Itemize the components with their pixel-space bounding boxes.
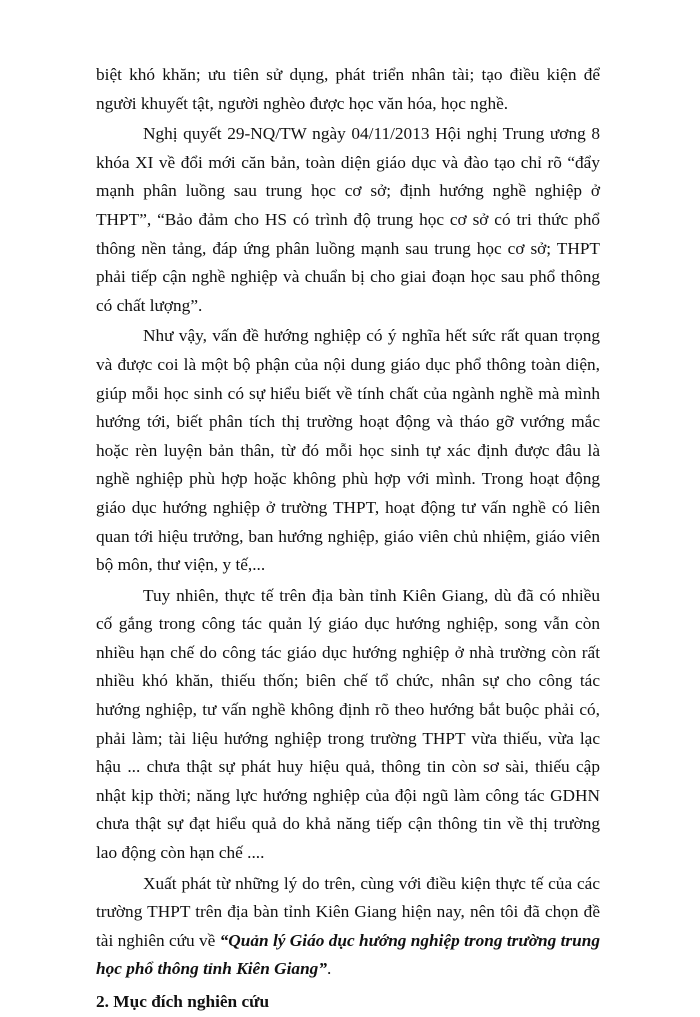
- document-body: [96, 61, 600, 1017]
- paragraph-5-end: .: [326, 959, 332, 979]
- paragraph-2: Nghị quyết 29-NQ/TW ngày 04/11/2013 Hội nghị Trung ương 8 khóa XI về đổi mới căn bản, toàn diện giáo dục và đào tạo chỉ rõ “đẩy mạnh phân luồng sau trung học cơ sở; định hướng nghề nghiệp ở THPT”, “Bảo đảm cho HS có trình độ trung học cơ sở có tri thức phổ thông nền tảng, đáp ứng phân luồng mạnh sau trung học cơ sở; THPT phải tiếp cận nghề nghiệp và chuẩn bị cho giai đoạn học sau phổ thông có chất lượng”.: [96, 124, 600, 315]
- paragraph-5: [96, 870, 600, 984]
- paragraph-1: biệt khó khăn; ưu tiên sử dụng, phát triển nhân tài; tạo điều kiện để người khuyết tật, người nghèo được học văn hóa, học nghề.: [96, 65, 600, 113]
- thesis-title: “Quản lý Giáo dục hướng nghiệp trong trường trung học phổ thông tỉnh Kiên Giang”: [96, 930, 600, 979]
- paragraph-5-text: Xuất phát từ những lý do trên, cùng với điều kiện thực tế của các trường THPT trên địa bàn tỉnh Kiên Giang hiện nay, nên tôi đã chọn đề tài nghiên cứu về: [96, 873, 600, 950]
- paragraph-3: Như vậy, vấn đề hướng nghiệp có ý nghĩa hết sức rất quan trọng và được coi là một bộ phận của nội dung giáo dục phổ thông toàn diện, giúp mỗi học sinh có sự hiểu biết về tính chất của ngành nghề mà mình hướng tới, biết phân tích thị trường hoạt động và tháo gỡ vướng mắc hoặc rèn luyện bản thân, từ đó mỗi học sinh tự xác định được đâu là nghề nghiệp phù hợp hoặc không phù hợp với mình. Trong hoạt động giáo dục hướng nghiệp ở trường THPT, hoạt động tư vấn nghề có liên quan tới hiệu trưởng, ban hướng nghiệp, giáo viên chủ nhiệm, giáo viên bộ môn, thư viện, y tế,...: [96, 326, 600, 575]
- paragraph-4: Tuy nhiên, thực tế trên địa bàn tỉnh Kiên Giang, dù đã có nhiều cố gắng trong công tác quản lý giáo dục hướng nghiệp, song vẫn còn nhiều hạn chế do công tác giáo dục hướng nghiệp ở nhà trường còn rất nhiều khó khăn, thiếu thốn; biên chế tổ chức, nhân sự cho công tác hướng nghiệp, tư vấn nghề không định rõ theo hướng bắt buộc phải có, phải làm; tài liệu hướng nghiệp trong trường THPT vừa thiếu, vừa lạc hậu ... chưa thật sự phát huy hiệu quả, thông tin còn sơ sài, thiếu cập nhật kịp thời; năng lực hướng nghiệp của đội ngũ làm công tác GDHN chưa thật sự đạt hiểu quả do khả năng tiếp cận thông tin về thị trường lao động còn hạn chế ....: [96, 585, 600, 863]
- section-heading: 2. Mục đích nghiên cứu: [96, 992, 270, 1011]
